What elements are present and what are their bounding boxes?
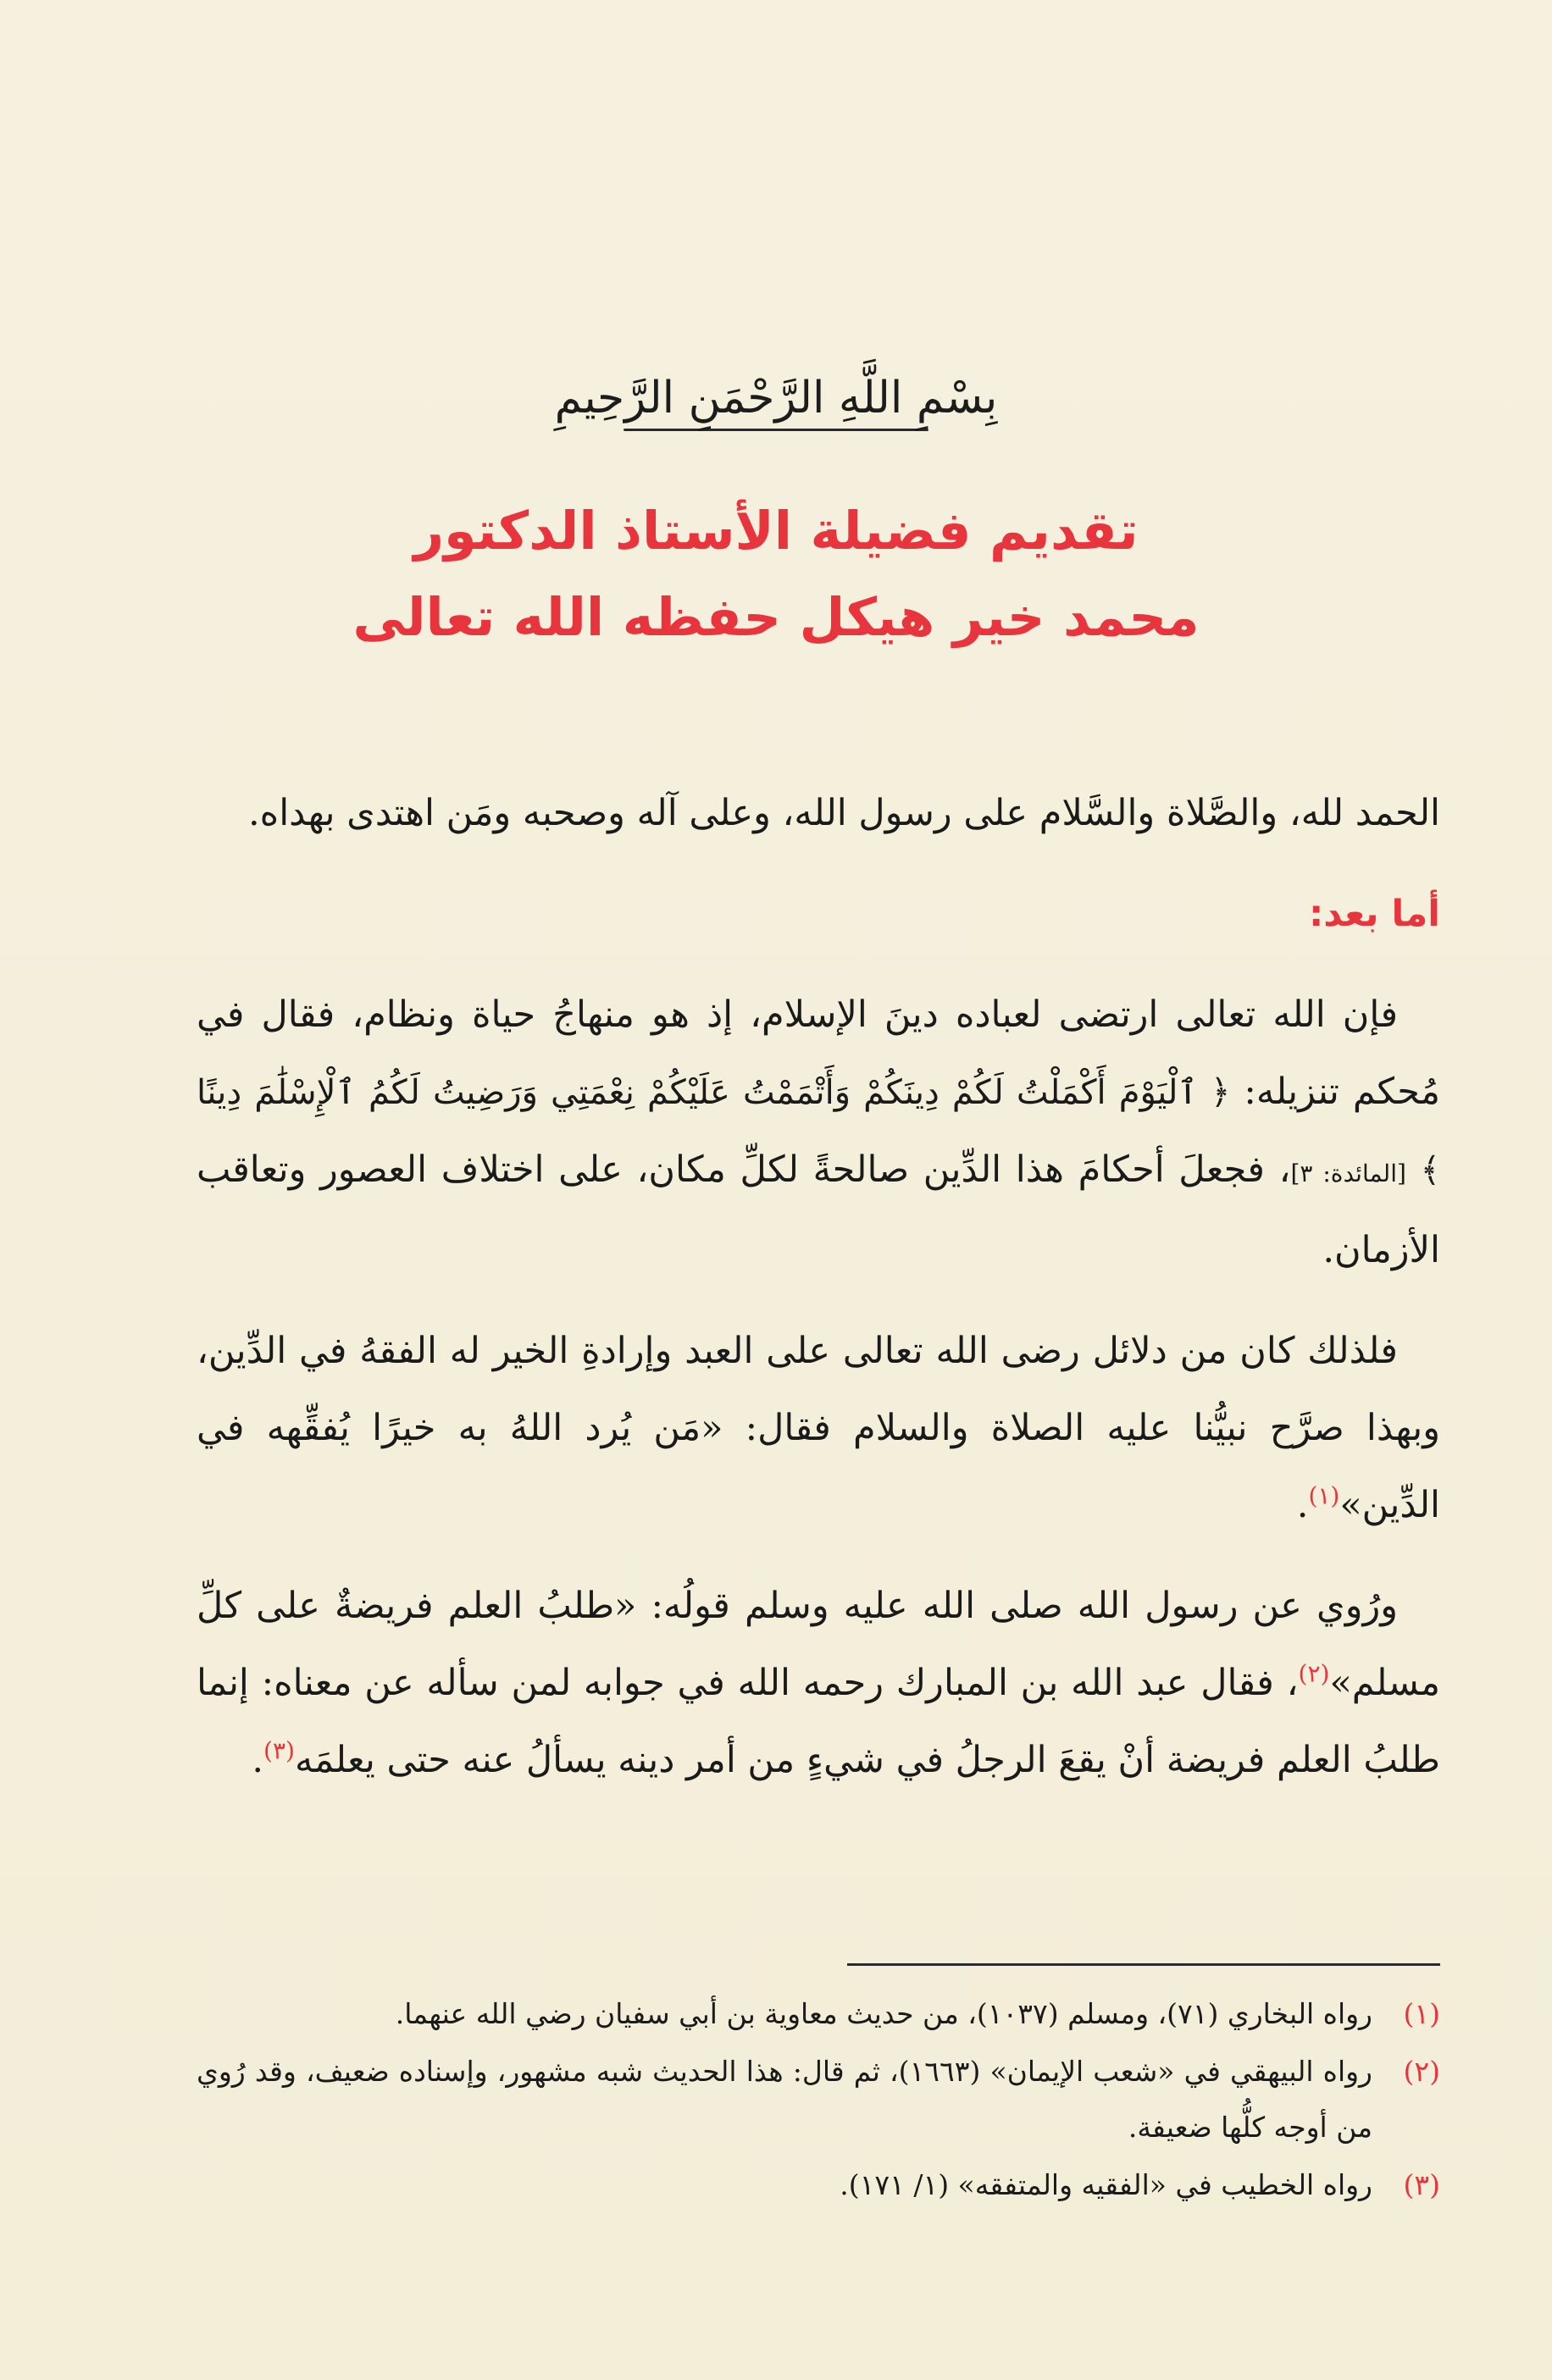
paragraph-text: ورُوي عن رسول الله صلى الله عليه وسلم قولُه: «طلبُ العلم فريضةٌ على كلِّ مسلم» — [197, 1585, 1440, 1704]
footnote-item — [197, 2157, 1440, 2213]
footnote-item — [197, 2044, 1440, 2156]
paragraph-opening: الحمد لله، والصَّلاة والسَّلام على رسول الله، وعلى آله وصحبه ومَن اهتدى بهداه. — [248, 792, 1440, 834]
footnotes — [197, 1986, 1440, 2215]
amma-bad-heading: أما بعد: — [1309, 893, 1440, 935]
basmala: بِسْمِ اللَّهِ الرَّحْمَنِ الرَّحِيمِ — [0, 373, 1552, 431]
paragraph-text: ، فجعلَ أحكامَ هذا الدِّين صالحةً لكلِّ مكان، على اختلاف العصور وتعاقب الأزمان. — [197, 1148, 1440, 1271]
paragraph-ilm — [197, 1568, 1440, 1799]
quran-verse: ﴿ ٱلْيَوْمَ أَكْمَلْتُ لَكُمْ دِينَكُمْ وَأَتْمَمْتُ عَلَيْكُمْ نِعْمَتِي وَرَضِيتُ لَكُمُ ٱلْإِسْلَٰمَ دِينًا ﴾ — [197, 1073, 1441, 1190]
footnote-ref-1: (١) — [1308, 1481, 1340, 1510]
footnote-divider — [847, 1963, 1440, 1966]
footnote-number: (٢) — [1403, 2055, 1440, 2088]
paragraph-text: فإن الله تعالى ارتضى لعباده دينَ الإسلام، إذ هو منهاجُ حياة ونظام، فقال في مُحكم تنزيله: — [197, 994, 1440, 1113]
footnote-number: (١) — [1403, 1997, 1440, 2030]
paragraph-end: . — [1296, 1484, 1309, 1526]
page-title-line-2: محمد خير هيكل حفظه الله تعالى — [352, 586, 1200, 648]
footnote-text: رواه البيهقي في «شعب الإيمان» (١٦٦٣)، ثم قال: هذا الحديث شبه مشهور، وإسناده ضعيف، وقد رُوي من أوجه كلُّها ضعيفة. — [197, 2055, 1372, 2144]
paragraph-quran — [197, 977, 1440, 1289]
footnote-ref-2: (٢) — [1298, 1659, 1330, 1688]
footnote-number: (٣) — [1403, 2168, 1440, 2201]
footnote-text: رواه البخاري (٧١)، ومسلم (١٠٣٧)، من حديث معاوية بن أبي سفيان رضي الله عنهما. — [395, 1997, 1372, 2030]
paragraph-end: . — [252, 1739, 264, 1781]
page-title-line-1: تقديم فضيلة الأستاذ الدكتور — [413, 500, 1139, 562]
quran-reference: [المائدة: ٣] — [1290, 1160, 1406, 1187]
paragraph-fiqh — [197, 1313, 1440, 1544]
paragraph-text: فلذلك كان من دلائل رضى الله تعالى على العبد وإرادةِ الخير له الفقهُ في الدِّين، وبهذا صرَّح نبيُّنا عليه الصلاة والسلام فقال: «مَن يُرد اللهُ به خيرًا يُفقِّهه في الدِّين» — [197, 1330, 1440, 1526]
footnote-item — [197, 1986, 1440, 2042]
body-text — [197, 775, 1440, 1823]
footnote-ref-3: (٣) — [263, 1736, 295, 1765]
footnote-text: رواه الخطيب في «الفقيه والمتفقه» (١/ ١٧١). — [840, 2168, 1372, 2201]
paragraph-text: ، فقال عبد الله بن المبارك رحمه الله في جوابه لمن سأله عن معناه: إنما طلبُ العلم فريضة أنْ يقعَ الرجلُ في شيءٍ من أمر دينه يسألُ عنه حتى يعلمَه — [197, 1662, 1440, 1781]
